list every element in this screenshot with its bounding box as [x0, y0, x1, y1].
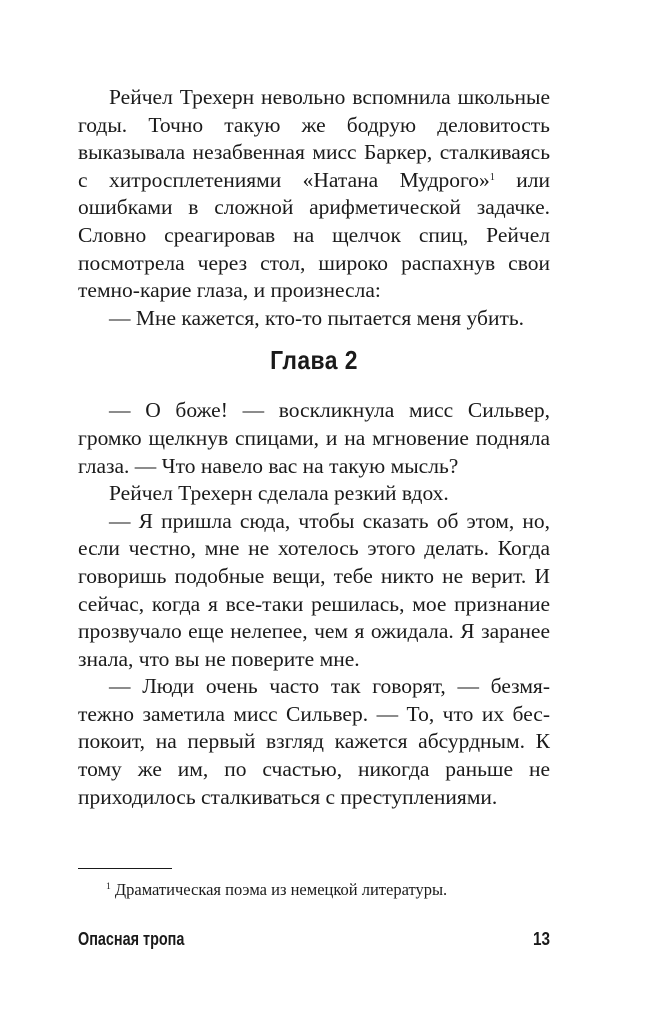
paragraph-text: или ошибками в сложной арифметической задачке. Словно среагировав на щелчок спиц, Рейчел посмотрела через стол, широко распахнув свои темно-карие глаза, и произнесла: — [78, 167, 551, 303]
footnote — [78, 880, 550, 900]
paragraph-text: Рейчел Трехерн невольно вспомнила школьные годы. Точно такую же бодрую деловитость выказывала незабвенная мисс Баркер, сталкиваясь с хитросплетениями «Натана Мудрого» — [78, 85, 550, 192]
paragraph: — Мне кажется, кто-то пытается меня убить. — [109, 305, 525, 330]
running-title: Опасная тропа — [78, 929, 185, 949]
chapter-title: Глава 2 — [270, 345, 358, 376]
footnote-text: Драматическая поэма из немецкой литературы. — [114, 880, 448, 899]
footnote-reference: 1 — [489, 171, 495, 183]
page-footer — [78, 927, 550, 951]
page-number: 13 — [532, 929, 550, 949]
paragraph: — Люди очень часто так говорят, — безмятежно заметила мисс Сильвер. — То, что их беспокоит, на первый взгляд кажется абсурдным. К тому же им, по счастью, никогда раньше не приходилось сталкиваться с преступлениями. — [78, 674, 550, 809]
footnote-divider — [78, 868, 172, 869]
paragraph: — Я пришла сюда, чтобы сказать об этом, но, если честно, мне не хотелось этого делать. Когда говоришь подобные вещи, тебе никто не верит. И сейчас, когда я все-таки решилась, мое признание прозвучало еще нелепее, чем я ожидала. Я заранее знала, что вы не поверите мне. — [78, 508, 550, 671]
page-body — [78, 84, 550, 811]
footnote-number: 1 — [106, 882, 111, 892]
paragraph: Рейчел Трехерн сделала резкий вдох. — [109, 481, 449, 506]
paragraph: — О боже! — воскликнула мисс Сильвер, громко щелкнув спицами, и на мгновение подняла глаза. — Что навело вас на такую мысль? — [78, 398, 550, 478]
paragraph — [78, 84, 550, 305]
